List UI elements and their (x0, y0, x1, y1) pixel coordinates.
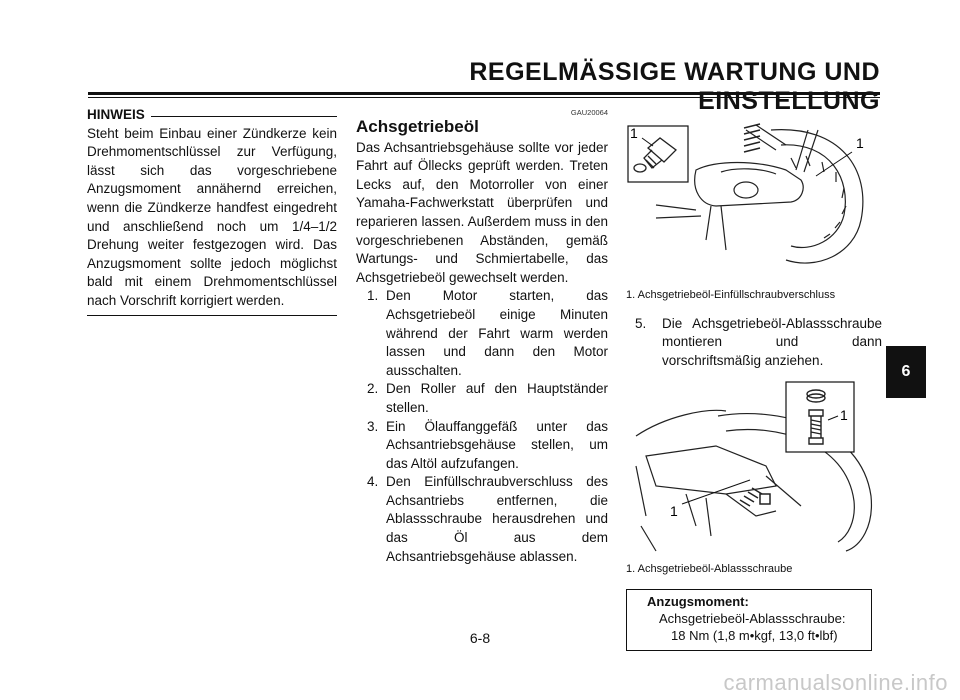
torque-value: 18 Nm (1,8 m•kgf, 13,0 ft•lbf) (671, 627, 838, 643)
section-column (356, 106, 608, 566)
step-item (356, 418, 608, 474)
torque-title: Anzugsmoment: (647, 593, 749, 609)
watermark: carmanualsonline.info (723, 670, 948, 695)
step-text: Ein Ölauffanggefäß unter das Achsantriebsgehäuse stellen, um das Altöl aufzufangen. (386, 418, 608, 471)
step-item (356, 287, 608, 380)
page-number: 6-8 (469, 630, 491, 646)
torque-item: Achsgetriebeöl-Ablassschraube: (659, 610, 846, 626)
filler-cap-illustration (626, 110, 882, 280)
section-code: GAU20064 (570, 108, 608, 117)
note-heading (87, 106, 337, 125)
step-number: 5. (635, 315, 647, 331)
fig2-main-callout: 1 (670, 503, 678, 520)
fig1-main-callout: 1 (856, 135, 864, 151)
chapter-tab: 6 (886, 346, 926, 398)
steps-list (356, 287, 608, 566)
fig1-inset-callout: 1 (630, 125, 638, 141)
torque-box (626, 589, 872, 651)
step-number: 3. (367, 418, 379, 434)
step-item (356, 473, 608, 566)
step-text: Den Motor starten, das Achsgetriebeöl einige Minuten während der Fahrt warm werden lassen und dann den Motor ausschalten. (386, 288, 608, 378)
step-item (626, 315, 882, 371)
note-column (87, 106, 337, 316)
header-rule-thin (88, 97, 880, 98)
step-number: 1. (367, 288, 379, 304)
page-header: REGELMÄSSIGE WARTUNG UND EINSTELLUNG (469, 58, 880, 115)
header-rule (88, 92, 880, 95)
step-number: 4. (367, 474, 379, 490)
note-title-rule (151, 116, 337, 117)
section-intro: Das Achsantriebsgehäuse sollte vor jeder Fahrt auf Öllecks geprüft werden. Treten Lecks auf, den Motorroller von einer Yamaha-Fachwerkstatt überprüfen und reparieren lassen. Außerdem muss in den vorgeschriebenen Abständen, gemäß Wartungs- und Schmiertabelle, das Achsgetriebeöl gewechselt werden. (356, 139, 608, 285)
figure-drain-bolt (626, 376, 882, 579)
step-text: Die Achsgetriebeöl-Ablassschraube montieren und dann vorschriftsmäßig anziehen. (662, 315, 882, 368)
figure-fill-cap (626, 110, 882, 305)
note-end-rule (87, 315, 337, 316)
step-text: Den Roller auf den Hauptständer stellen. (386, 381, 608, 415)
note-text: Steht beim Einbau einer Zündkerze kein Drehmomentschlüssel zur Verfügung, lässt sich das vorgeschriebene Anzugsmoment annähernd erreichen, wenn die Zündkerze handfest eingedreht und anschließend noch um 1/4–1/2 Drehung weiter festgezogen wird. Das Anzugsmoment sollte jedoch möglichst bald mit einem Drehmomentschlüssel nach Vorschrift korrigiert werden. (87, 125, 337, 308)
step-text: Den Einfüllschraubverschluss des Achsantriebs entfernen, die Ablassschraube herausdrehen und das Öl aus dem Achsantriebsgehäuse ablassen. (386, 474, 608, 564)
figure1-caption: 1. Achsgetriebeöl-Einfüllschraubverschluss (626, 289, 836, 301)
section-title: Achsgetriebeöl (356, 117, 479, 136)
drain-bolt-illustration (626, 376, 882, 554)
figure-column (626, 110, 882, 651)
note-title: HINWEIS (87, 107, 145, 122)
fig2-inset-callout: 1 (840, 407, 848, 424)
figure2-caption: 1. Achsgetriebeöl-Ablassschraube (626, 563, 793, 576)
step-item (356, 380, 608, 417)
step-number: 2. (367, 381, 379, 397)
